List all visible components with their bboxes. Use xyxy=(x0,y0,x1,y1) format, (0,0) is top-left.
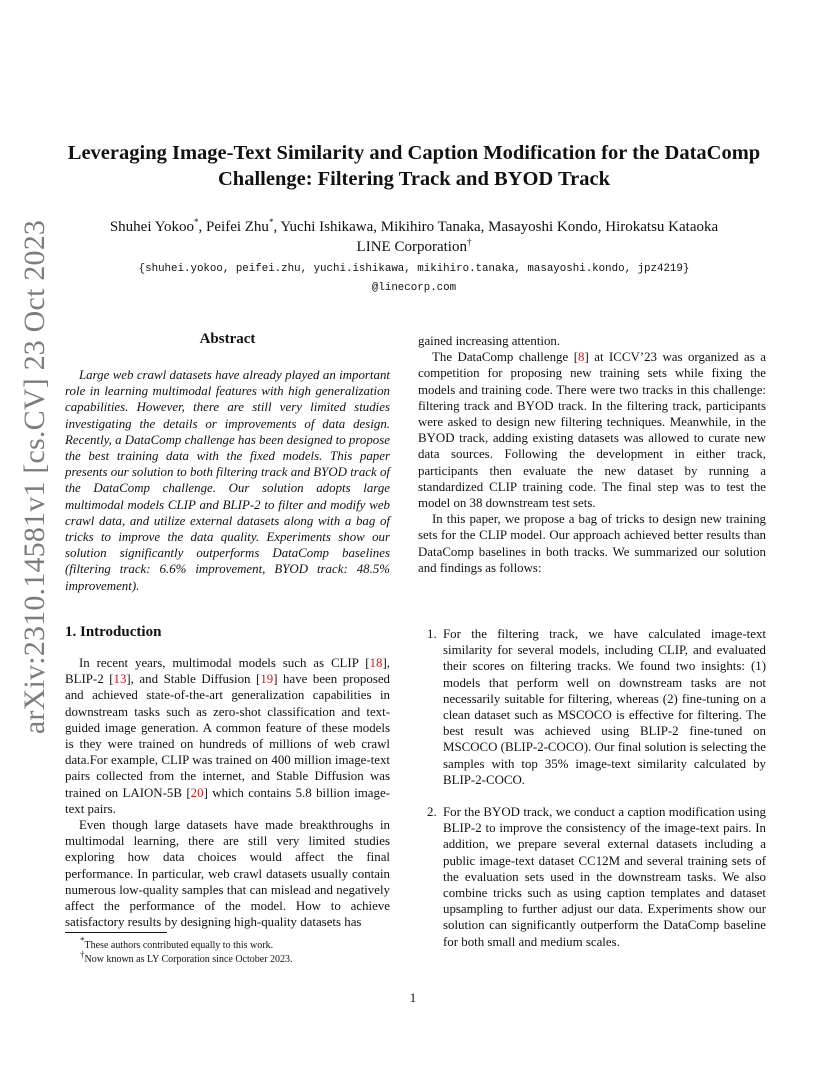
abstract-paragraph: Large web crawl datasets have already played an important role in learning multimodal features with high generalization capabilities. However, there are still very limited studies investigating the details or improvements of data design. Recently, a DataComp challenge has been designed to propose the best training data with the fixed models. This paper presents our solution to both filtering track and BYOD track of the DataComp challenge. Our solution adopts large multimodal models CLIP and BLIP-2 to filter and modify web crawl data, and utilize external datasets along with a bag of tricks to improve the data quality. Experiments show our solution significantly outperforms DataComp baselines (filtering track: 6.6% improvement, BYOD track: 48.5% improvement). xyxy=(65,368,390,593)
list-item xyxy=(418,626,766,788)
footnote-text: Now known as LY Corporation since October 2023. xyxy=(84,954,293,965)
intro-paragraph-1: In recent years, multimodal models such as CLIP [18], BLIP-2 [13], and Stable Diffusion [19] have been proposed and achieved state-of-the-art generalization capabilities in downstream tasks such as zero-shot classification and text-guided image generation. A common feature of these models is they were trained on hundreds of millions of web crawl data.For example, CLIP was trained on 400 million image-text pairs collected from the internet, and Stable Diffusion was trained on LAION-5B [20] which contains 5.8 billion image-text pairs. xyxy=(65,656,390,816)
email-line-1: {shuhei.yokoo, peifei.zhu, yuchi.ishikawa, mikihiro.tanaka, masayoshi.kondo, jpz4219} xyxy=(138,263,690,275)
introduction-right-column xyxy=(418,333,766,576)
arxiv-id-text: arXiv:2310.14581v1 [cs.CV] 23 Oct 2023 xyxy=(18,219,51,735)
footnotes xyxy=(80,935,293,967)
list-item xyxy=(418,804,766,950)
footnote xyxy=(80,935,293,953)
equal-contribution-mark: * xyxy=(194,217,199,227)
equal-contribution-mark: * xyxy=(268,217,274,227)
list-item-number: 2. xyxy=(427,805,437,820)
email-line-2: @linecorp.com xyxy=(371,282,457,294)
intro-paragraph-3: The DataComp challenge [8] at ICCV’23 was organized as a competition for proposing new training sets while fixing the models and training code. There were two tracks in this challenge: filtering track and BYOD track. In the filtering track, participants were asked to design new filtering techniques. Meanwhile, in the BYOD track, adding existing datasets was allowed to curate new data sources. Following the development in either track, participants then evaluate the new dataset by running a standardized CLIP training code. The final step was to test the model on 38 downstream test sets. xyxy=(418,350,766,511)
abstract-text xyxy=(65,367,390,594)
author-name: Shuhei Yokoo xyxy=(109,219,195,235)
affiliation xyxy=(60,237,768,257)
email-block xyxy=(60,260,768,298)
footnote-text: These authors contributed equally to this work. xyxy=(84,940,274,951)
title-line-2: Challenge: Filtering Track and BYOD Track xyxy=(218,168,610,190)
citation-link[interactable]: 8 xyxy=(578,350,585,365)
citation-link[interactable]: 19 xyxy=(260,672,274,687)
author-name: Peifei Zhu xyxy=(206,219,269,235)
page-number: 1 xyxy=(409,991,417,1005)
introduction-heading: 1. Introduction xyxy=(65,624,162,640)
footnote xyxy=(80,949,293,967)
citation-link[interactable]: 20 xyxy=(190,785,204,800)
citation-link[interactable]: 13 xyxy=(113,672,127,687)
intro-paragraph-2-continued: gained increasing attention. xyxy=(418,334,561,348)
abstract-heading: Abstract xyxy=(199,331,256,347)
findings-list xyxy=(418,626,766,966)
list-item-text: For the BYOD track, we conduct a caption modification using BLIP-2 to improve the consistency of the image-text pairs. In addition, we prepare several external datasets including a public image-text dataset CC12M and several training sets of the evaluation sets used in the downstream tasks. We also combine tricks such as using caption templates and dataset upsampling to further adjust our data. Experiments show our solution can significantly outperform the DataComp baseline for both small and medium scales. xyxy=(443,805,766,949)
list-item-text: For the filtering track, we have calculated image-text similarity for several models, including CLIP, and evaluated their scores on filtering tracks. We found two insights: (1) models that perform well on downstream tasks are not necessarily suitable for filtering, whereas (2) fine-tuning on a clean dataset such as MSCOCO is effective for filtering. The best result was achieved using BLIP-2 fine-tuned on MSCOCO (BLIP-2-COCO). Our final solution is selecting the samples with top 35% image-text similarity calculated by BLIP-2-COCO. xyxy=(443,627,766,787)
footnote-mark: † xyxy=(80,949,85,960)
footnote-mark: * xyxy=(80,935,85,946)
list-item-number: 1. xyxy=(427,627,437,641)
intro-paragraph-4: In this paper, we propose a bag of tricks to design new training sets for the CLIP model. Our approach achieved better results than DataComp baselines in both tracks. We summarized our solution and findings as follows: xyxy=(418,512,766,575)
arxiv-sidebar-identifier xyxy=(14,219,56,735)
paper-title xyxy=(60,140,768,192)
author-list: Shuhei Yokoo*, Peifei Zhu*, Yuchi Ishikawa, Mikihiro Tanaka, Masayoshi Kondo, Hirokatsu Kataoka xyxy=(109,217,719,235)
intro-paragraph-2: Even though large datasets have made breakthroughs in multimodal learning, there are still very limited studies exploring how data choices would affect the final performance. In particular, web crawl datasets usually contain numerous low-quality samples that can mislead and negatively affect the performance of the model. How to achieve satisfactory results by designing high-quality datasets has xyxy=(65,818,390,930)
affiliation-mark: † xyxy=(466,237,472,247)
title-line-1: Leveraging Image-Text Similarity and Caption Modification for the DataComp xyxy=(67,142,761,164)
author-block xyxy=(60,217,768,257)
introduction-left-column xyxy=(65,655,390,930)
citation-link[interactable]: 18 xyxy=(369,656,383,670)
affiliation-name: LINE Corporation xyxy=(356,239,467,255)
footnote-divider xyxy=(65,932,167,933)
author-name: Yuchi Ishikawa, Mikihiro Tanaka, Masayoshi Kondo, Hirokatsu Kataoka xyxy=(280,219,719,235)
